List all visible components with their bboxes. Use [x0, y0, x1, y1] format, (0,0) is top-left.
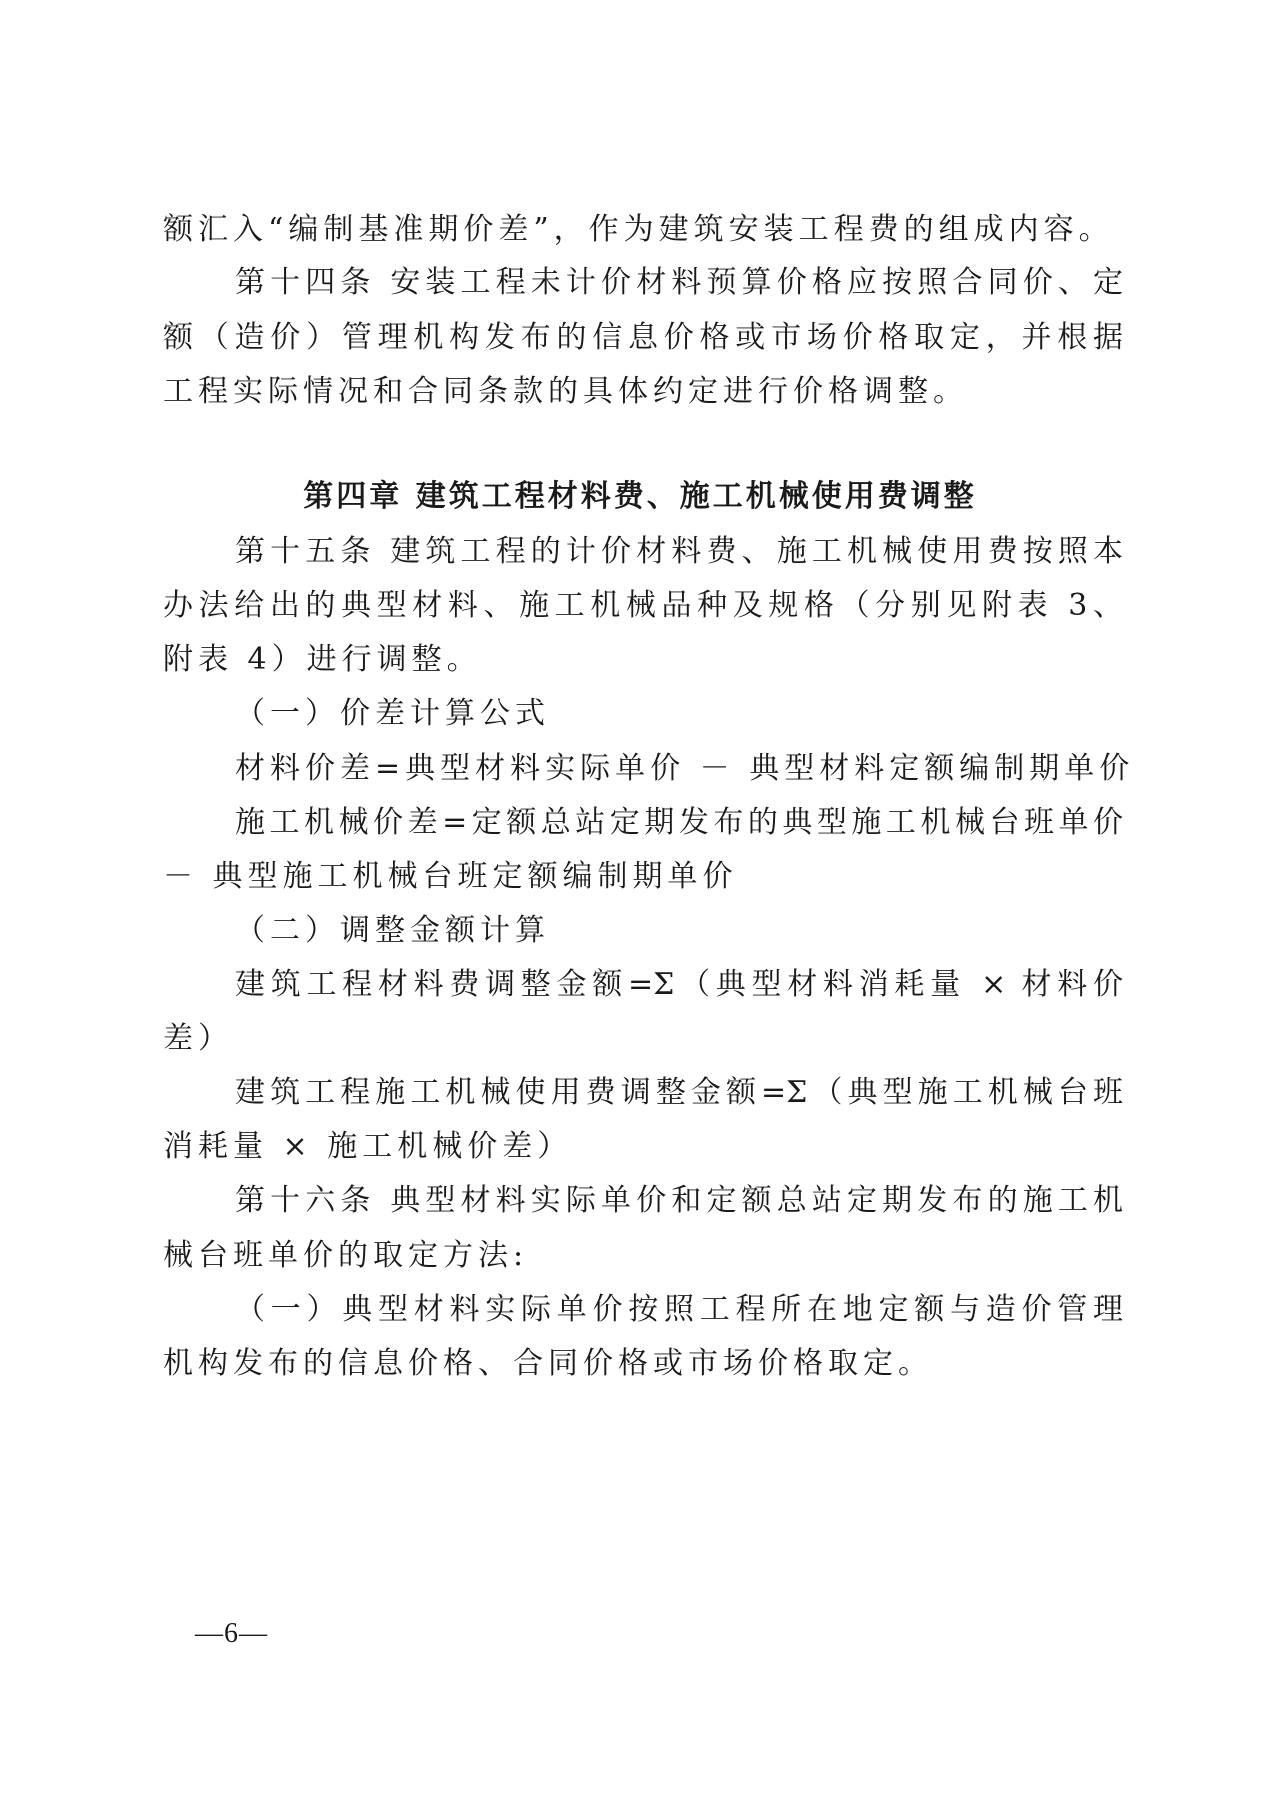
text-line: 消耗量 × 施工机械价差） [163, 1129, 573, 1164]
page-number: —6— [195, 1618, 268, 1649]
text-line: （二）调整金额计算 [235, 913, 550, 948]
text-line: 第十四条 安装工程未计价材料预算价格应按照合同价、定 [235, 265, 1123, 300]
text-line: 第十五条 建筑工程的计价材料费、施工机械使用费按照本 [235, 534, 1123, 569]
text-line: 建筑工程材料费调整金额=Σ（典型材料消耗量 × 材料价 [235, 967, 1123, 1002]
text-line: 建筑工程施工机械使用费调整金额=Σ（典型施工机械台班 [235, 1075, 1123, 1110]
chapter-heading: 第四章 建筑工程材料费、施工机械使用费调整 [303, 479, 977, 514]
text-line: （一）典型材料实际单价按照工程所在地定额与造价管理 [235, 1292, 1123, 1327]
text-line: 附表 4）进行调整。 [163, 642, 482, 677]
text-line: 工程实际情况和合同条款的具体约定进行价格调整。 [163, 374, 968, 409]
text-line: 材料价差=典型材料实际单价 － 典型材料定额编制期单价 [235, 751, 1135, 786]
text-line: 施工机械价差=定额总站定期发布的典型施工机械台班单价 [235, 805, 1123, 840]
text-line: 差） [163, 1021, 233, 1056]
text-line: 额（造价）管理机构发布的信息价格或市场价格取定，并根据 [163, 320, 1123, 355]
text-line: 第十六条 典型材料实际单价和定额总站定期发布的施工机 [235, 1183, 1123, 1218]
text-line: 机构发布的信息价格、合同价格或市场价格取定。 [163, 1346, 933, 1381]
text-line: 额汇入“编制基准期价差”，作为建筑安装工程费的组成内容。 [163, 212, 1114, 247]
text-line: － 典型施工机械台班定额编制期单价 [163, 859, 738, 894]
text-line: 办法给出的典型材料、施工机械品种及规格（分别见附表 3、 [163, 588, 1123, 623]
text-line: 械台班单价的取定方法: [163, 1238, 529, 1273]
text-line: （一）价差计算公式 [235, 696, 550, 731]
